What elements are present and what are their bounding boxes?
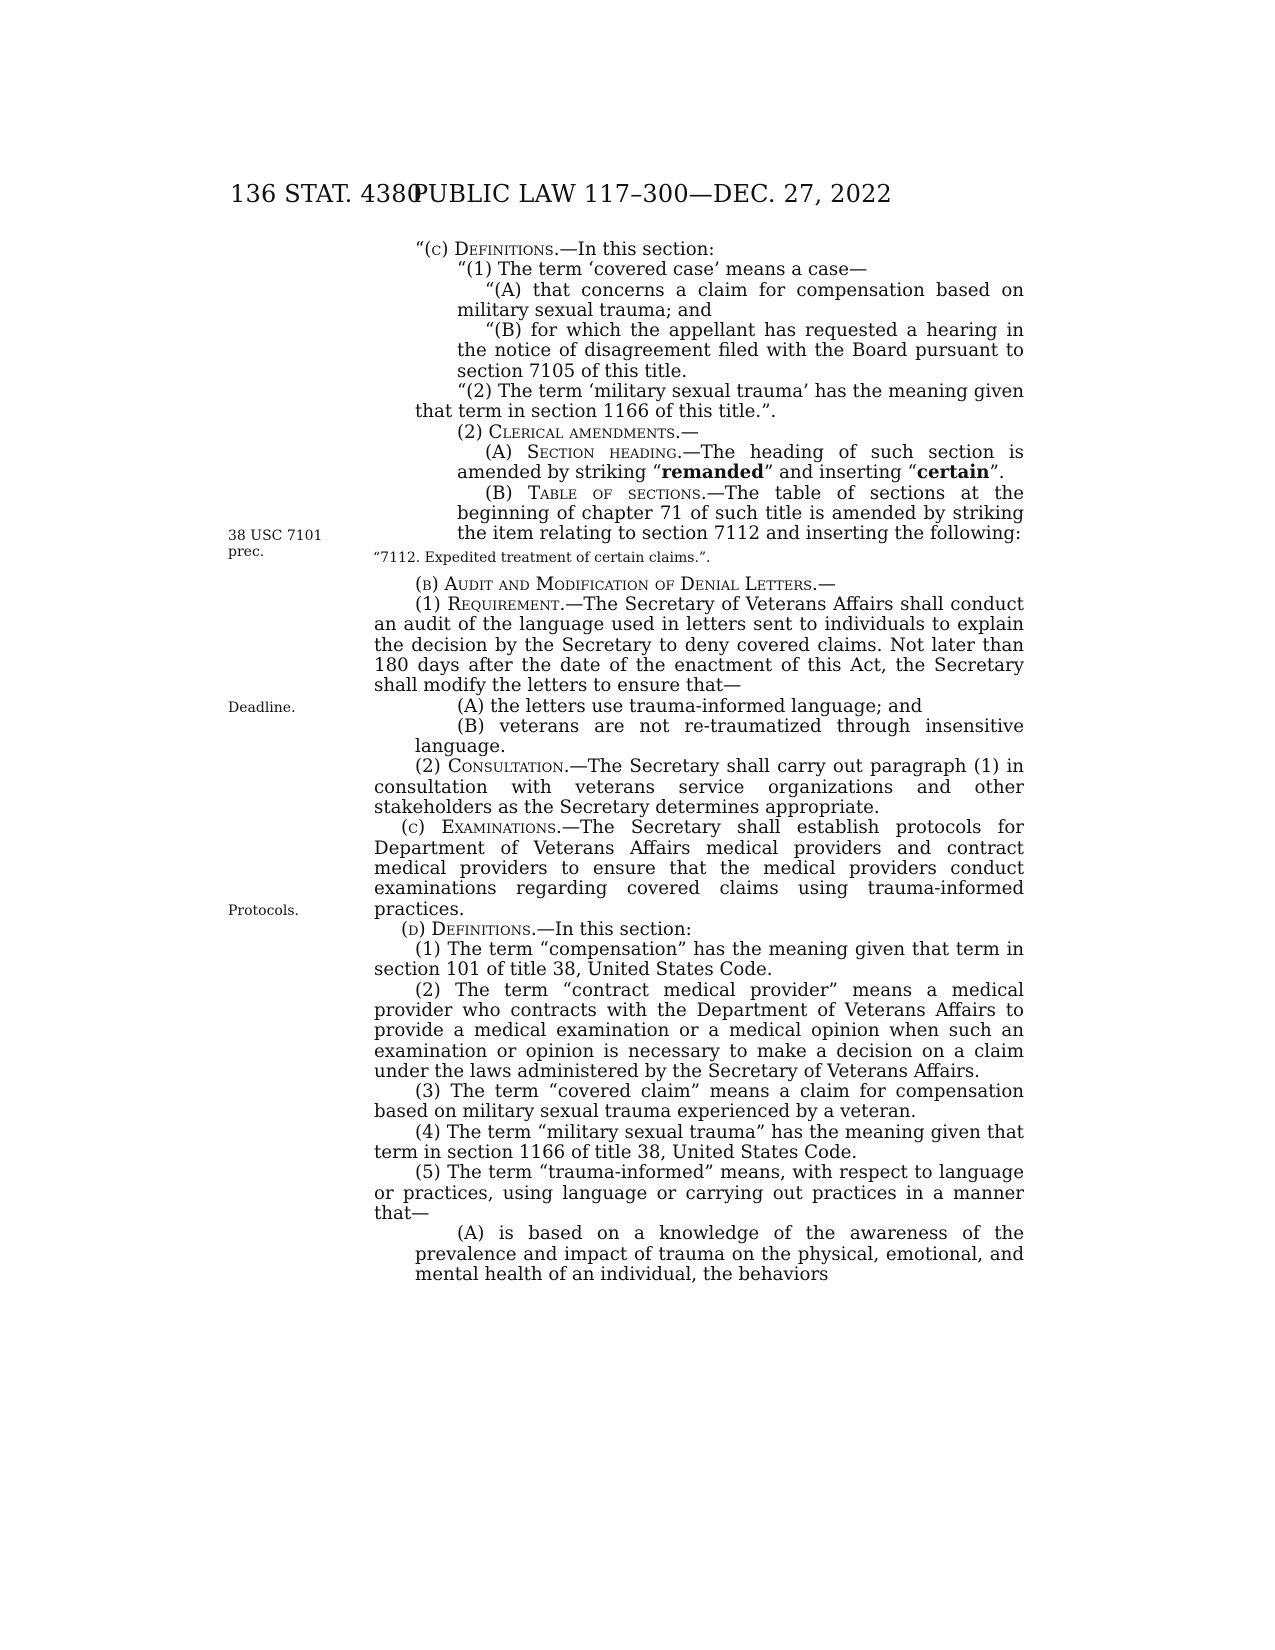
para-b1A: (A) the letters use trauma-informed language; and (457, 695, 923, 717)
para-d4: (4) The term “military sexual trauma” has the meaning given that term in section 1166 of title 38, United States Code. (374, 1121, 1024, 1164)
para-d5: (5) The term “trauma-informed” means, with respect to language or practices, using language or carrying out practices in a manner that— (374, 1162, 1024, 1224)
para-b1B: (B) veterans are not re-traumatized through insensitive language. (415, 715, 1024, 758)
para-c-examinations: (c) Examinations.—The Secretary shall establish protocols for Department of Veterans Affairs medical providers and contract medical providers to ensure that the medical providers conduct examinations regarding covered claims using trauma-informed practices. (374, 817, 1024, 920)
margin-note-usc-line2: prec. (228, 544, 265, 560)
table-of-sections-entry: “7112. Expedited treatment of certain claims.”. (373, 550, 711, 567)
margin-note-protocols: Protocols. (228, 903, 299, 919)
para-d2: (2) The term “contract medical provider” means a medical provider who contracts with the Department of Veterans Affairs to provide a medical examination or a medical opinion when such an examination or opinion is necessary to make a decision on a claim under the laws administered by the Secretary of Veterans Affairs. (374, 979, 1024, 1082)
para-table-of-sections: (B) Table of sections.—The table of sections at the beginning of chapter 71 of such title is amended by striking the item relating to section 7112 and inserting the following: (457, 482, 1024, 545)
para-d1: (1) The term “compensation” has the meaning given that term in section 101 of title 38, United States Code. (374, 939, 1024, 981)
margin-note-usc-line1: 38 USC 7101 (228, 528, 323, 544)
para-d5A: (A) is based on a knowledge of the awareness of the prevalence and impact of trauma on the physical, emotional, and mental health of an individual, the behaviors (415, 1223, 1024, 1285)
para-b2-consultation: (2) Consultation.—The Secretary shall carry out paragraph (1) in consultation with veterans service organizations and other stakeholders as the Secretary determines appropriate. (374, 756, 1024, 819)
stat-page-number: 136 STAT. 4380 (230, 180, 423, 208)
para-c1: “(1) The term ‘covered case’ means a case— (457, 259, 868, 281)
para-d-definitions: (d) Definitions.—In this section: (401, 918, 692, 940)
margin-note-deadline: Deadline. (228, 700, 296, 716)
margin-note-usc (228, 528, 322, 560)
para-clerical-amendments: (2) Clerical amendments.— (457, 421, 699, 443)
para-b-audit: (b) Audit and Modification of Denial Letters.— (415, 573, 836, 595)
para-section-heading: (A) Section heading.—The heading of such section is amended by striking “remanded” and inserting “certain”. (457, 441, 1025, 484)
para-c2: “(2) The term ‘military sexual trauma’ has the meaning given that term in section 1166 of this title.”. (415, 381, 1024, 423)
para-c1A: “(A) that concerns a claim for compensation based on military sexual trauma; and (457, 279, 1024, 321)
para-b1-requirement: (1) Requirement.—The Secretary of Veterans Affairs shall conduct an audit of the language used in letters sent to individuals to explain the decision by the Secretary to deny covered claims. Not later than 180 days after the date of the enactment of this Act, the Secretary shall modify the letters to ensure that— (374, 594, 1024, 697)
statute-text-column (374, 240, 1024, 1285)
public-law-header: PUBLIC LAW 117–300—DEC. 27, 2022 (412, 180, 893, 208)
para-d3: (3) The term “covered claim” means a claim for compensation based on military sexual trauma experienced by a veteran. (374, 1081, 1024, 1123)
para-c1B: “(B) for which the appellant has requested a hearing in the notice of disagreement filed with the Board pursuant to section 7105 of this title. (457, 320, 1024, 382)
para-c-definitions: “(c) Definitions.—In this section: (415, 239, 715, 260)
